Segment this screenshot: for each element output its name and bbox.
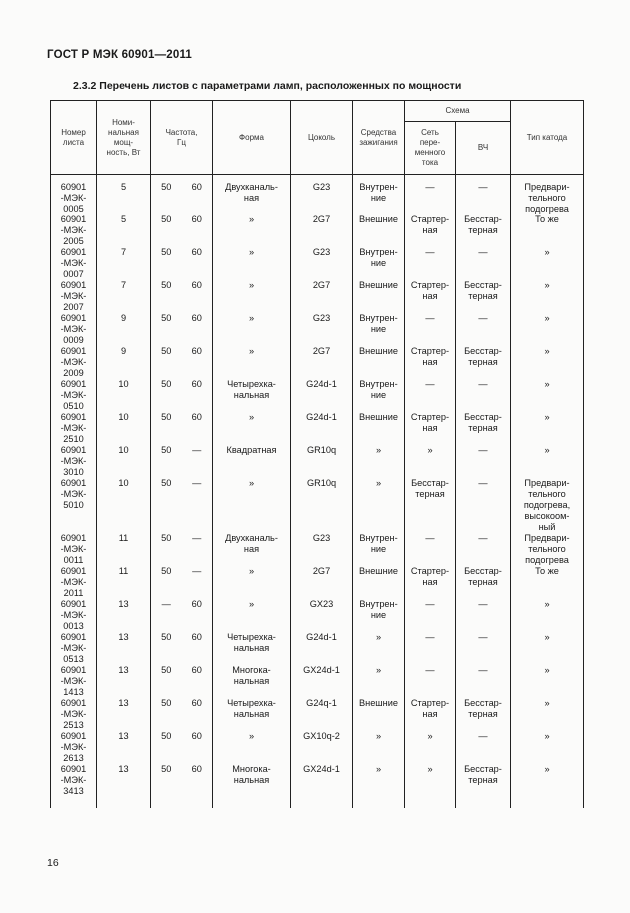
spacer-cell bbox=[151, 800, 182, 808]
cell-shape: » bbox=[213, 566, 291, 599]
cell-sheet: 60901 -МЭК- 1413 bbox=[51, 665, 97, 698]
cell-base: 2G7 bbox=[291, 346, 353, 379]
cell-sheet: 60901 -МЭК- 3413 bbox=[51, 764, 97, 800]
cell-sheet: 60901 -МЭК- 0011 bbox=[51, 533, 97, 566]
header-shape: Форма bbox=[213, 101, 291, 175]
cell-freq-50: — bbox=[151, 599, 182, 632]
cell-scheme-ac: Стартер- ная bbox=[405, 346, 456, 379]
cell-freq-50: 50 bbox=[151, 731, 182, 764]
cell-shape: » bbox=[213, 313, 291, 346]
table-row bbox=[51, 247, 584, 280]
cell-scheme-ac: Стартер- ная bbox=[405, 280, 456, 313]
cell-shape: Многока- нальная bbox=[213, 665, 291, 698]
page-number: 16 bbox=[47, 857, 59, 869]
cell-power: 7 bbox=[97, 280, 151, 313]
table-row bbox=[51, 533, 584, 566]
spacer-cell bbox=[97, 800, 151, 808]
cell-freq-60: 60 bbox=[182, 698, 213, 731]
cell-cathode: Предвари- тельного подогрева, высокоом- ный bbox=[511, 478, 584, 533]
cell-scheme-ac: — bbox=[405, 533, 456, 566]
cell-freq-50: 50 bbox=[151, 313, 182, 346]
cell-ignition: Внешние bbox=[353, 280, 405, 313]
cell-power: 5 bbox=[97, 175, 151, 215]
cell-freq-60: 60 bbox=[182, 665, 213, 698]
cell-freq-60: 60 bbox=[182, 632, 213, 665]
header-scheme: Схема bbox=[405, 101, 511, 122]
cell-base: 2G7 bbox=[291, 566, 353, 599]
cell-freq-60: 60 bbox=[182, 412, 213, 445]
cell-base: G24d-1 bbox=[291, 379, 353, 412]
cell-power: 5 bbox=[97, 214, 151, 247]
cell-shape: » bbox=[213, 731, 291, 764]
cell-sheet: 60901 -МЭК- 0007 bbox=[51, 247, 97, 280]
cell-scheme-ac: Бесстар- терная bbox=[405, 478, 456, 533]
header-power: Номи- нальная мощ- ность, Вт bbox=[97, 101, 151, 175]
cell-ignition: Внешние bbox=[353, 698, 405, 731]
cell-sheet: 60901 -МЭК- 2513 bbox=[51, 698, 97, 731]
cell-scheme-hf: — bbox=[456, 313, 511, 346]
table-row bbox=[51, 346, 584, 379]
cell-cathode: Предвари- тельного подогрева bbox=[511, 533, 584, 566]
cell-freq-60: — bbox=[182, 478, 213, 533]
cell-ignition: » bbox=[353, 764, 405, 800]
cell-scheme-hf: — bbox=[456, 665, 511, 698]
cell-freq-50: 50 bbox=[151, 247, 182, 280]
cell-freq-50: 50 bbox=[151, 346, 182, 379]
section-title: 2.3.2 Перечень листов с параметрами ламп, расположенных по мощности bbox=[73, 80, 462, 92]
cell-freq-50: 50 bbox=[151, 214, 182, 247]
cell-freq-60: 60 bbox=[182, 764, 213, 800]
table-row bbox=[51, 698, 584, 731]
cell-scheme-hf: Бесстар- терная bbox=[456, 346, 511, 379]
cell-scheme-hf: — bbox=[456, 247, 511, 280]
cell-power: 9 bbox=[97, 313, 151, 346]
cell-sheet: 60901 -МЭК- 0510 bbox=[51, 379, 97, 412]
cell-scheme-ac: — bbox=[405, 599, 456, 632]
table-row bbox=[51, 599, 584, 632]
cell-shape: » bbox=[213, 214, 291, 247]
cell-cathode: » bbox=[511, 731, 584, 764]
spacer-cell bbox=[456, 800, 511, 808]
cell-cathode: То же bbox=[511, 214, 584, 247]
cell-freq-60: 60 bbox=[182, 247, 213, 280]
cell-scheme-ac: — bbox=[405, 379, 456, 412]
cell-base: G24d-1 bbox=[291, 412, 353, 445]
table-row bbox=[51, 280, 584, 313]
cell-scheme-ac: » bbox=[405, 764, 456, 800]
header-ignition: Средства зажигания bbox=[353, 101, 405, 175]
cell-scheme-hf: Бесстар- терная bbox=[456, 764, 511, 800]
cell-cathode: » bbox=[511, 379, 584, 412]
spacer-cell bbox=[182, 800, 213, 808]
cell-sheet: 60901 -МЭК- 2009 bbox=[51, 346, 97, 379]
cell-freq-50: 50 bbox=[151, 379, 182, 412]
cell-scheme-ac: — bbox=[405, 313, 456, 346]
table-row bbox=[51, 764, 584, 800]
cell-base: 2G7 bbox=[291, 280, 353, 313]
table-row bbox=[51, 175, 584, 215]
cell-scheme-ac: — bbox=[405, 175, 456, 215]
cell-ignition: Внутрен- ние bbox=[353, 533, 405, 566]
cell-cathode: » bbox=[511, 247, 584, 280]
cell-freq-50: 50 bbox=[151, 533, 182, 566]
lamp-sheets-table bbox=[50, 100, 584, 808]
cell-cathode: » bbox=[511, 412, 584, 445]
cell-shape: » bbox=[213, 412, 291, 445]
cell-shape: Двухканаль- ная bbox=[213, 533, 291, 566]
cell-scheme-hf: Бесстар- терная bbox=[456, 214, 511, 247]
cell-freq-50: 50 bbox=[151, 445, 182, 478]
cell-base: GX24d-1 bbox=[291, 764, 353, 800]
cell-cathode: Предвари- тельного подогрева bbox=[511, 175, 584, 215]
cell-base: G23 bbox=[291, 175, 353, 215]
cell-power: 13 bbox=[97, 599, 151, 632]
cell-base: GX24d-1 bbox=[291, 665, 353, 698]
spacer-cell bbox=[213, 800, 291, 808]
cell-ignition: » bbox=[353, 478, 405, 533]
cell-cathode: » bbox=[511, 346, 584, 379]
table-spacer-row bbox=[51, 800, 584, 808]
cell-cathode: » bbox=[511, 445, 584, 478]
cell-cathode: » bbox=[511, 698, 584, 731]
cell-power: 10 bbox=[97, 412, 151, 445]
cell-scheme-hf: — bbox=[456, 533, 511, 566]
cell-scheme-hf: Бесстар- терная bbox=[456, 280, 511, 313]
table-row bbox=[51, 731, 584, 764]
cell-freq-50: 50 bbox=[151, 698, 182, 731]
cell-scheme-ac: » bbox=[405, 731, 456, 764]
cell-shape: » bbox=[213, 599, 291, 632]
cell-cathode: » bbox=[511, 632, 584, 665]
cell-freq-50: 50 bbox=[151, 566, 182, 599]
cell-power: 11 bbox=[97, 533, 151, 566]
header-sheet: Номер листа bbox=[51, 101, 97, 175]
cell-power: 9 bbox=[97, 346, 151, 379]
cell-ignition: Внутрен- ние bbox=[353, 313, 405, 346]
cell-sheet: 60901 -МЭК- 5010 bbox=[51, 478, 97, 533]
cell-scheme-ac: Стартер- ная bbox=[405, 412, 456, 445]
cell-scheme-ac: Стартер- ная bbox=[405, 566, 456, 599]
cell-freq-60: 60 bbox=[182, 346, 213, 379]
header-frequency: Частота, Гц bbox=[151, 101, 213, 175]
cell-scheme-hf: — bbox=[456, 632, 511, 665]
cell-freq-60: 60 bbox=[182, 280, 213, 313]
table-row bbox=[51, 478, 584, 533]
cell-sheet: 60901 -МЭК- 0009 bbox=[51, 313, 97, 346]
cell-power: 10 bbox=[97, 379, 151, 412]
cell-shape: Двухканаль- ная bbox=[213, 175, 291, 215]
cell-shape: Четырехка- нальная bbox=[213, 632, 291, 665]
cell-freq-60: — bbox=[182, 445, 213, 478]
cell-scheme-hf: — bbox=[456, 478, 511, 533]
cell-base: G24d-1 bbox=[291, 632, 353, 665]
spacer-cell bbox=[511, 800, 584, 808]
cell-base: G23 bbox=[291, 247, 353, 280]
header-base: Цоколь bbox=[291, 101, 353, 175]
cell-sheet: 60901 -МЭК- 2510 bbox=[51, 412, 97, 445]
cell-scheme-hf: — bbox=[456, 175, 511, 215]
cell-cathode: » bbox=[511, 665, 584, 698]
cell-base: GR10q bbox=[291, 478, 353, 533]
cell-scheme-hf: Бесстар- терная bbox=[456, 566, 511, 599]
cell-sheet: 60901 -МЭК- 3010 bbox=[51, 445, 97, 478]
cell-ignition: Внутрен- ние bbox=[353, 599, 405, 632]
cell-ignition: » bbox=[353, 445, 405, 478]
lamp-sheets-table-container bbox=[50, 100, 583, 822]
cell-scheme-ac: Стартер- ная bbox=[405, 698, 456, 731]
table-row bbox=[51, 313, 584, 346]
cell-shape: Многока- нальная bbox=[213, 764, 291, 800]
cell-freq-60: — bbox=[182, 566, 213, 599]
cell-sheet: 60901 -МЭК- 2011 bbox=[51, 566, 97, 599]
cell-cathode: » bbox=[511, 280, 584, 313]
cell-scheme-hf: — bbox=[456, 379, 511, 412]
cell-scheme-ac: — bbox=[405, 247, 456, 280]
cell-ignition: Внутрен- ние bbox=[353, 379, 405, 412]
table-row bbox=[51, 665, 584, 698]
cell-shape: Четырехка- нальная bbox=[213, 698, 291, 731]
cell-ignition: » bbox=[353, 632, 405, 665]
cell-sheet: 60901 -МЭК- 0013 bbox=[51, 599, 97, 632]
document-header: ГОСТ Р МЭК 60901—2011 bbox=[47, 49, 193, 61]
cell-base: 2G7 bbox=[291, 214, 353, 247]
cell-freq-60: 60 bbox=[182, 313, 213, 346]
cell-ignition: » bbox=[353, 665, 405, 698]
cell-scheme-ac: — bbox=[405, 632, 456, 665]
spacer-cell bbox=[51, 800, 97, 808]
header-scheme-hf: ВЧ bbox=[456, 122, 511, 175]
table-row bbox=[51, 566, 584, 599]
cell-freq-60: 60 bbox=[182, 214, 213, 247]
cell-power: 13 bbox=[97, 731, 151, 764]
cell-freq-50: 50 bbox=[151, 280, 182, 313]
cell-base: G24q-1 bbox=[291, 698, 353, 731]
cell-power: 13 bbox=[97, 665, 151, 698]
cell-freq-60: 60 bbox=[182, 731, 213, 764]
cell-shape: » bbox=[213, 346, 291, 379]
cell-base: GX10q-2 bbox=[291, 731, 353, 764]
cell-ignition: Внешние bbox=[353, 214, 405, 247]
cell-scheme-hf: — bbox=[456, 599, 511, 632]
cell-ignition: » bbox=[353, 731, 405, 764]
cell-base: G23 bbox=[291, 313, 353, 346]
table-row bbox=[51, 412, 584, 445]
cell-freq-60: 60 bbox=[182, 599, 213, 632]
cell-sheet: 60901 -МЭК- 2007 bbox=[51, 280, 97, 313]
cell-scheme-hf: — bbox=[456, 445, 511, 478]
cell-shape: » bbox=[213, 478, 291, 533]
cell-shape: » bbox=[213, 247, 291, 280]
cell-power: 11 bbox=[97, 566, 151, 599]
spacer-cell bbox=[291, 800, 353, 808]
cell-power: 13 bbox=[97, 632, 151, 665]
cell-sheet: 60901 -МЭК- 2005 bbox=[51, 214, 97, 247]
cell-sheet: 60901 -МЭК- 0513 bbox=[51, 632, 97, 665]
cell-ignition: Внутрен- ние bbox=[353, 175, 405, 215]
cell-scheme-hf: Бесстар- терная bbox=[456, 698, 511, 731]
header-cathode: Тип катода bbox=[511, 101, 584, 175]
cell-power: 13 bbox=[97, 698, 151, 731]
cell-ignition: Внешние bbox=[353, 412, 405, 445]
cell-freq-50: 50 bbox=[151, 764, 182, 800]
cell-base: GR10q bbox=[291, 445, 353, 478]
cell-scheme-hf: Бесстар- терная bbox=[456, 412, 511, 445]
cell-freq-50: 50 bbox=[151, 412, 182, 445]
cell-freq-50: 50 bbox=[151, 478, 182, 533]
cell-freq-50: 50 bbox=[151, 665, 182, 698]
cell-power: 10 bbox=[97, 478, 151, 533]
table-row bbox=[51, 445, 584, 478]
cell-shape: Четырехка- нальная bbox=[213, 379, 291, 412]
cell-sheet: 60901 -МЭК- 2613 bbox=[51, 731, 97, 764]
table-row bbox=[51, 214, 584, 247]
table-row bbox=[51, 379, 584, 412]
spacer-cell bbox=[353, 800, 405, 808]
cell-freq-60: 60 bbox=[182, 379, 213, 412]
cell-cathode: То же bbox=[511, 566, 584, 599]
cell-cathode: » bbox=[511, 313, 584, 346]
cell-shape: Квадратная bbox=[213, 445, 291, 478]
cell-sheet: 60901 -МЭК- 0005 bbox=[51, 175, 97, 215]
cell-power: 7 bbox=[97, 247, 151, 280]
cell-scheme-ac: Стартер- ная bbox=[405, 214, 456, 247]
table-row bbox=[51, 632, 584, 665]
cell-ignition: Внутрен- ние bbox=[353, 247, 405, 280]
cell-freq-60: 60 bbox=[182, 175, 213, 215]
cell-power: 13 bbox=[97, 764, 151, 800]
cell-freq-50: 50 bbox=[151, 632, 182, 665]
cell-freq-60: — bbox=[182, 533, 213, 566]
cell-cathode: » bbox=[511, 764, 584, 800]
cell-scheme-ac: — bbox=[405, 665, 456, 698]
cell-base: G23 bbox=[291, 533, 353, 566]
cell-shape: » bbox=[213, 280, 291, 313]
cell-ignition: Внешние bbox=[353, 346, 405, 379]
spacer-cell bbox=[405, 800, 456, 808]
header-scheme-ac: Сеть пере- менного тока bbox=[405, 122, 456, 175]
cell-scheme-hf: — bbox=[456, 731, 511, 764]
cell-scheme-ac: » bbox=[405, 445, 456, 478]
cell-base: GX23 bbox=[291, 599, 353, 632]
cell-cathode: » bbox=[511, 599, 584, 632]
cell-ignition: Внешние bbox=[353, 566, 405, 599]
cell-freq-50: 50 bbox=[151, 175, 182, 215]
cell-power: 10 bbox=[97, 445, 151, 478]
